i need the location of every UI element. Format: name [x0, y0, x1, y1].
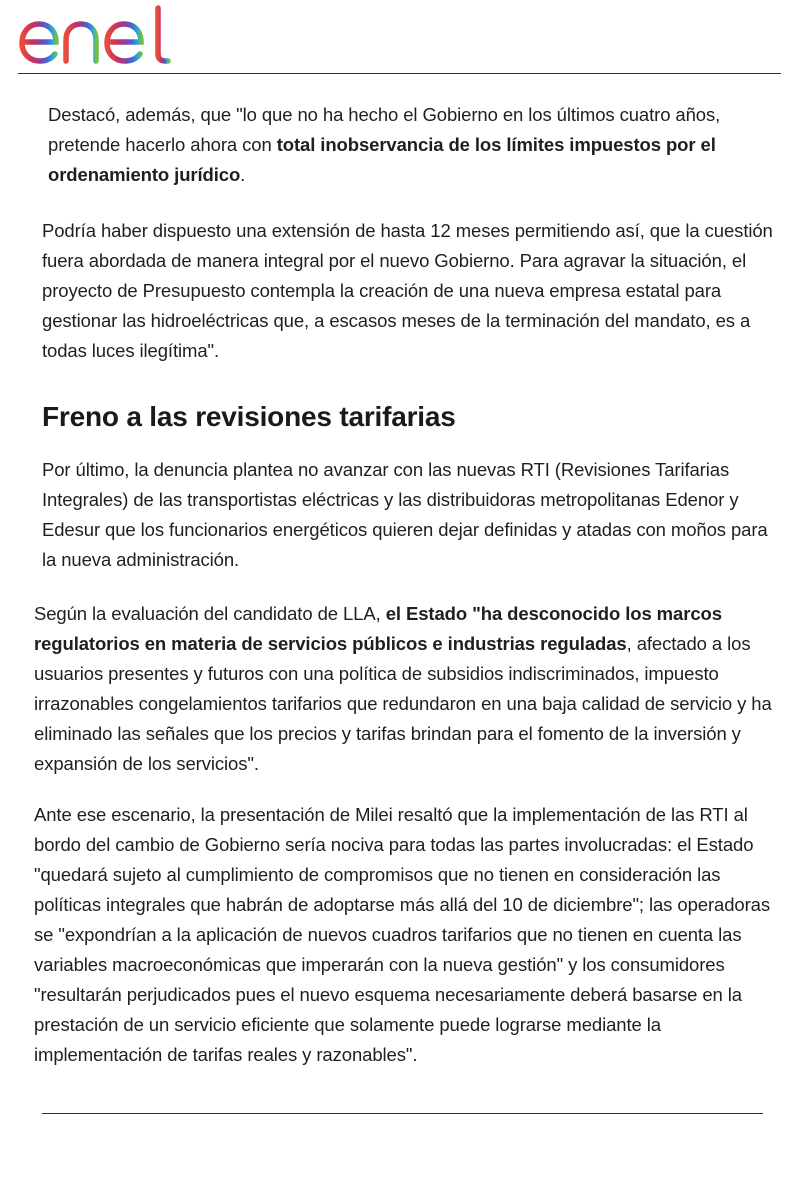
paragraph-statement [48, 100, 778, 190]
page-header [0, 0, 800, 75]
footer-divider [42, 1113, 763, 1114]
paragraph-evaluation [34, 599, 784, 779]
header-divider [18, 73, 781, 74]
paragraph-text: . [240, 164, 246, 185]
enel-logo-icon[interactable] [18, 4, 180, 66]
paragraph-text: Ante ese escenario, la presentación de Milei resaltó que la implementación de las RTI al bordo del cambio de Gobierno sería nociva para todas las partes involucradas: el Estado "quedará sujeto al cumplimiento de compromisos que no tienen en consideración las políticas integrales que habrán de adoptarse más allá del 10 de diciembre"; las operadoras se "expondrían a la aplicación de nuevos cuadros tarifarios que no tienen en cuenta las variables macroeconómicas que imperarán con la nueva gestión" y los consumidores "resultarán perjudicados pues el nuevo esquema necesariamente deberá basarse en la prestación de un servicio eficiente que solamente puede lograrse mediante la implementación de tarifas reales y razonables". [34, 804, 770, 1065]
paragraph-text: Por último, la denuncia plantea no avanzar con las nuevas RTI (Revisiones Tarifarias Integrales) de las transportistas eléctricas y las distribuidoras metropolitanas Edenor y Edesur que los funcionarios energéticos quieren dejar definidas y atadas con moños para la nueva administración. [42, 459, 768, 570]
paragraph-rti [42, 455, 782, 575]
paragraph-bold-text: el Estado "ha desconocido los marcos regulatorios en materia de servicios públicos e industrias reguladas [34, 603, 722, 654]
paragraph-text: Podría haber dispuesto una extensión de hasta 12 meses permitiendo así, que la cuestión fuera abordada de manera integral por el nuevo Gobierno. Para agravar la situación, el proyecto de Presupuesto contempla la creación de una nueva empresa estatal para gestionar las hidroeléctricas que, a escasos meses de la terminación del mandato, es a todas luces ilegítima". [42, 220, 773, 361]
paragraph-bold-text: total inobservancia de los límites impuestos por el ordenamiento jurídico [48, 134, 716, 185]
section-heading: Freno a las revisiones tarifarias [42, 401, 456, 432]
paragraph-text: Según la evaluación del candidato de LLA, [34, 603, 386, 624]
paragraph-scenario [34, 800, 784, 1070]
paragraph-text: Destacó, además, que "lo que no ha hecho el Gobierno en los últimos cuatro años, pretende hacerlo ahora con [48, 104, 721, 155]
paragraph-text: , afectado a los usuarios presentes y futuros con una política de subsidios indiscriminados, impuesto irrazonables congelamientos tarifarios que redundaron en una baja calidad de servicio y ha eliminado las señales que los precios y tarifas brindan para el fomento de la inversión y expansión de los servicios". [34, 633, 772, 774]
paragraph-extension [42, 216, 790, 366]
